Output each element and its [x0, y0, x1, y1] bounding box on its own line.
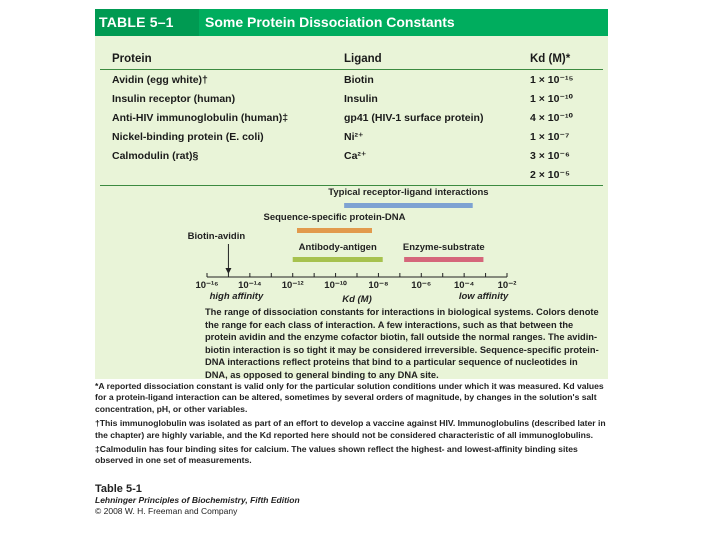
series-label: Typical receptor-ligand interactions — [328, 187, 489, 198]
cell-kd: 1 × 10⁻¹⁰ — [530, 93, 574, 105]
biotin-avidin-label: Biotin-avidin — [187, 231, 246, 242]
figure-caption: The range of dissociation constants for interactions in biological systems. Colors denote the range for each class of interaction. A few interactions, such as that between the protein avidin and the enzyme cofactor biotin, fall outside the normal ranges. The avidin-biotin interaction is so tight it may be considered irreversible. Sequence-specific protein-DNA interactions reflect proteins that bind to a particular sequence of nucleotides in DNA, as opposed to general binding to any DNA site. — [205, 307, 599, 380]
cell-protein: Anti-HIV immunoglobulin (human)‡ — [112, 112, 289, 124]
source-credit — [95, 484, 300, 517]
annotation-arrow-head — [225, 268, 231, 274]
cell-kd: 1 × 10⁻¹⁵ — [530, 74, 574, 86]
cell-ligand: gp41 (HIV-1 surface protein) — [344, 112, 484, 124]
range-bar — [293, 257, 383, 262]
x-axis-label: Kd (M) — [342, 294, 372, 305]
cell-kd: 3 × 10⁻⁶ — [530, 150, 570, 162]
cell-ligand: Insulin — [344, 93, 378, 105]
x-tick-label: 10⁻⁸ — [368, 280, 389, 291]
cell-kd: 1 × 10⁻⁷ — [530, 131, 570, 143]
table-panel — [95, 9, 608, 379]
cell-protein: Insulin receptor (human) — [112, 93, 236, 105]
footnote: ‡Calmodulin has four binding sites for calcium. The values shown reflect the highest- and lowest-affinity binding sites observed in one set of measurements. — [95, 444, 578, 466]
series-label: Enzyme-substrate — [402, 242, 485, 253]
x-tick-label: 10⁻⁴ — [454, 280, 475, 291]
low-affinity-label: low affinity — [458, 291, 509, 302]
x-tick-label: 10⁻⁶ — [411, 280, 432, 291]
cell-ligand: Biotin — [344, 74, 374, 86]
footnote: *A reported dissociation constant is valid only for the particular solution conditions under which it was measured. Kd values for a protein-ligand interaction can be altered, sometimes by several orders of magnitude, by changes in the solution's salt concentration, pH, or other variables. — [95, 381, 604, 414]
range-bar — [404, 257, 483, 262]
table-title: Some Protein Dissociation Constants — [205, 14, 455, 30]
x-tick-label: 10⁻¹² — [281, 280, 304, 291]
x-tick-label: 10⁻¹⁰ — [324, 280, 347, 291]
high-affinity-label: high affinity — [209, 291, 264, 302]
credit-label: Table 5-1 — [95, 483, 142, 495]
header-kd: Kd (M)* — [530, 53, 571, 65]
cell-ligand: Ca²⁺ — [344, 150, 367, 162]
footnotes — [95, 381, 615, 470]
x-tick-label: 10⁻¹⁶ — [195, 280, 219, 291]
cell-kd: 2 × 10⁻⁵ — [530, 169, 570, 181]
footnote: †This immunoglobulin was isolated as part of an effort to develop a vaccine against HIV. Immunoglobulins (described later in the chapter) are highly variable, and the Kd reported here should not be considered characteristic of all immunoglobulins. — [95, 418, 606, 440]
cell-protein: Avidin (egg white)† — [112, 74, 208, 86]
table-number: TABLE 5–1 — [95, 9, 199, 36]
kd-range-chart — [95, 9, 608, 309]
cell-ligand: Ni²⁺ — [344, 131, 364, 143]
cell-protein: Nickel-binding protein (E. coli) — [112, 131, 264, 143]
chart-layer — [188, 187, 517, 305]
credit-copyright: © 2008 W. H. Freeman and Company — [95, 506, 238, 516]
credit-book: Lehninger Principles of Biochemistry, Fifth Edition — [95, 495, 300, 505]
series-label: Antibody-antigen — [298, 242, 377, 253]
cell-kd: 4 × 10⁻¹⁰ — [530, 112, 574, 124]
x-tick-label: 10⁻² — [497, 280, 517, 291]
range-bar — [344, 203, 473, 208]
series-label: Sequence-specific protein-DNA — [263, 212, 406, 223]
x-tick-label: 10⁻¹⁴ — [238, 280, 262, 291]
cell-protein: Calmodulin (rat)§ — [112, 150, 199, 162]
range-bar — [297, 228, 372, 233]
header-ligand: Ligand — [344, 53, 382, 65]
header-protein: Protein — [112, 53, 152, 65]
